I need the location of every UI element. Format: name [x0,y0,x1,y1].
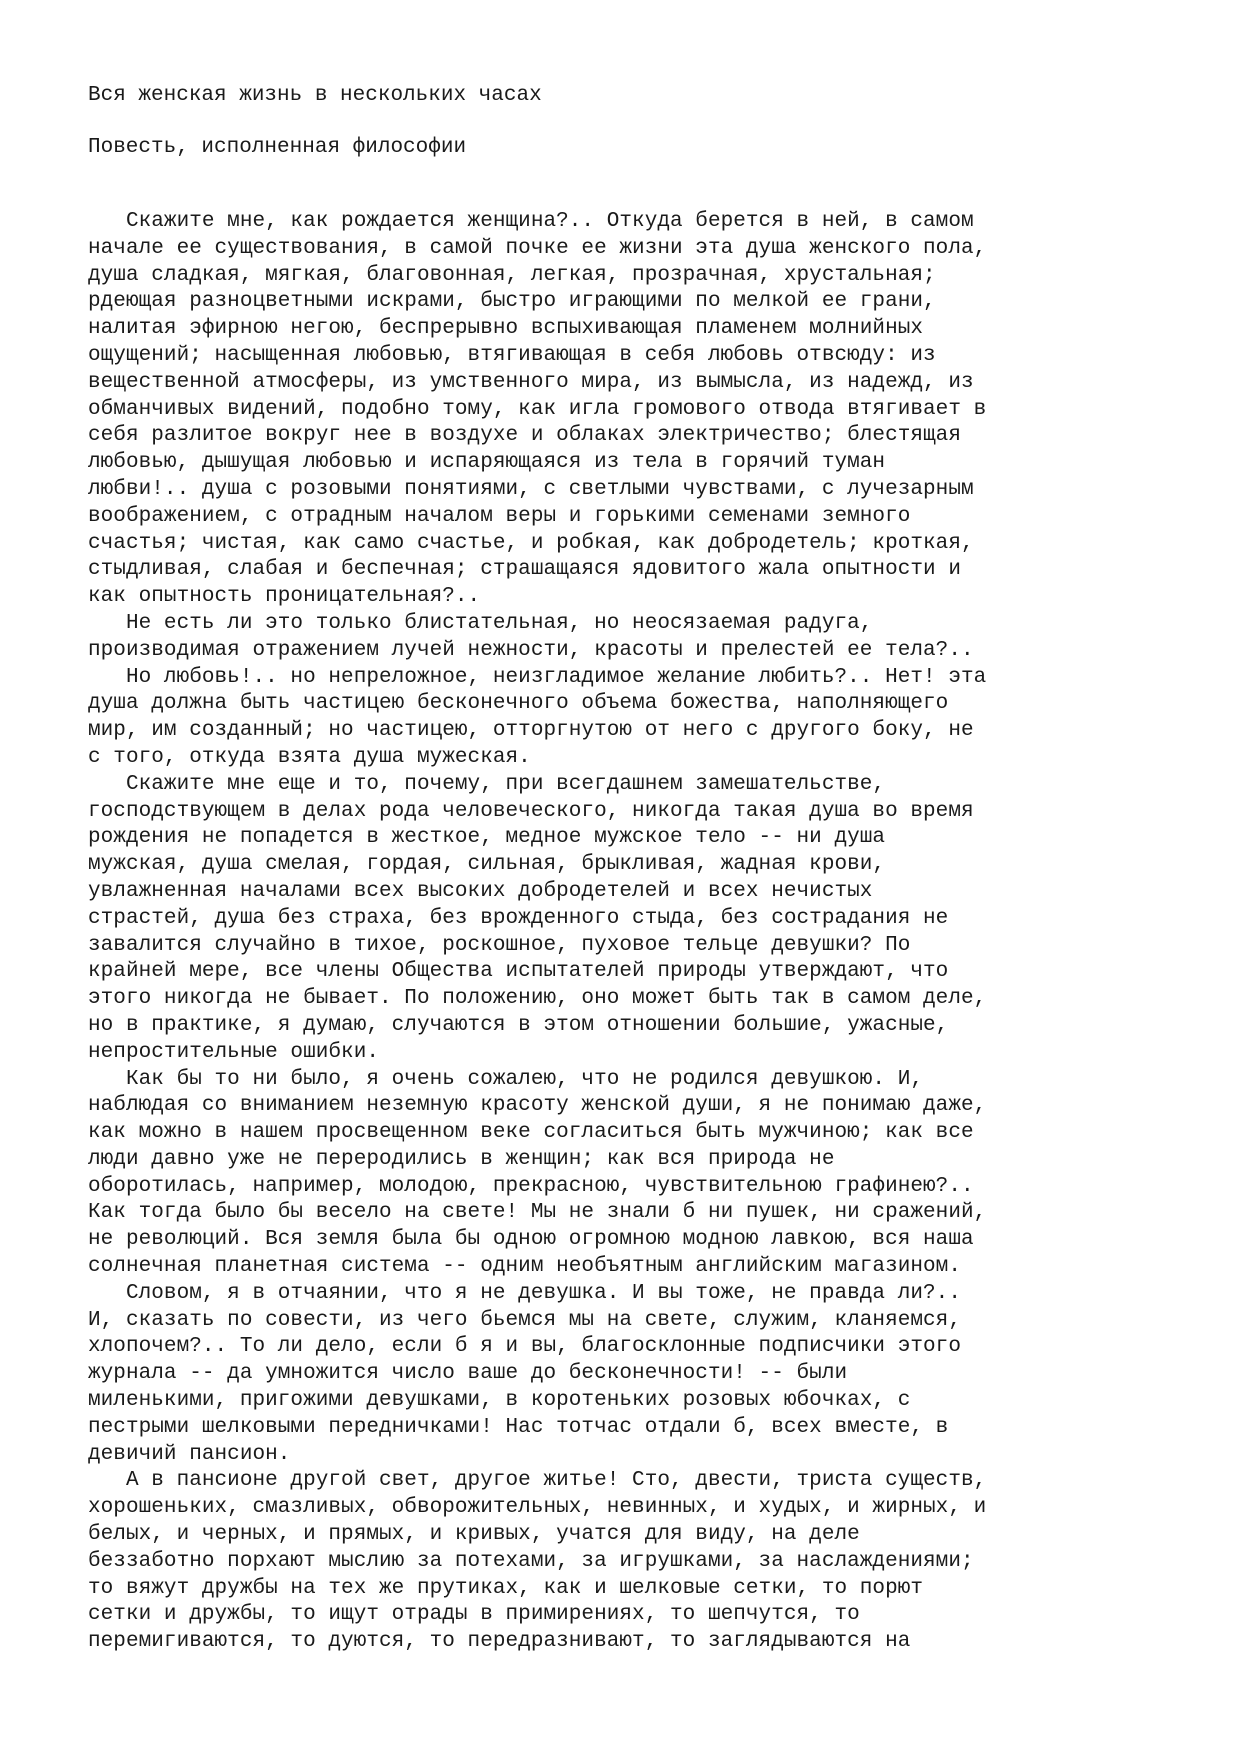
text-line: Но любовь!.. но непреложное, неизгладимое желание любить?.. Нет! эта [88,665,987,689]
text-line: хорошеньких, смазливых, обворожительных, невинных, и худых, и жирных, и [88,1496,987,1520]
text-line: оборотилась, например, молодою, прекрасною, чувствительною графинею?.. [88,1174,974,1198]
text-line: налитая эфирною негою, беспрерывно вспыхивающая пламенем молнийных [88,317,924,341]
text-line: крайней мере, все члены Общества испытателей природы утверждают, что [88,960,949,984]
text-line: любовью, дышущая любовью и испаряющаяся из тела в горячий туман [88,451,886,475]
document-title: Вся женская жизнь в нескольких часах [88,84,542,107]
text-line: Словом, я в отчаянии, что я не девушка. И вы тоже, не правда ли?.. [88,1281,961,1305]
text-line: но в практике, я думаю, случаются в этом отношении большие, ужасные, [88,1013,949,1037]
text-line: душа должна быть частицею бесконечного объема божества, наполняющего [88,692,949,716]
text-line: себя разлитое вокруг нее в воздухе и облаках электричество; блестящая [88,424,961,448]
document-page [88,82,1168,1656]
text-line: белых, и черных, и прямых, и кривых, учатся для виду, на деле [88,1523,860,1547]
text-line: рдеющая разноцветными искрами, быстро играющими по мелкой ее грани, [88,290,936,314]
text-line: перемигиваются, то дуются, то передразнивают, то заглядываются на [88,1630,911,1654]
text-line: воображением, с отрадным началом веры и горькими семенами земного [88,504,911,528]
text-line: Как тогда было бы весело на свете! Мы не знали б ни пушек, ни сражений, [88,1201,987,1225]
text-line: А в пансионе другой свет, другое житье! Сто, двести, триста существ, [88,1469,987,1493]
text-line: наблюдая со вниманием неземную красоту женской души, я не понимаю даже, [88,1094,987,1118]
text-line: господствующем в делах рода человеческого, никогда такая душа во время [88,799,974,823]
text-line: хлопочем?.. То ли дело, если б я и вы, благосклонные подписчики этого [88,1335,961,1359]
text-line: вещественной атмосферы, из умственного мира, из вымысла, из надежд, из [88,370,974,394]
text-line: сетки и дружбы, то ищут отрады в примирениях, то шепчутся, то [88,1603,860,1627]
text-line: Скажите мне еще и то, почему, при всегдашнем замешательстве, [88,772,886,796]
text-line: не революций. Вся земля была бы одною огромною модною лавкою, вся наша [88,1228,974,1252]
text-line: счастья; чистая, как само счастье, и робкая, как добродетель; кроткая, [88,531,974,555]
text-line: увлажненная началами всех высоких добродетелей и всех нечистых [88,879,873,903]
text-line: журнала -- да умножится число ваше до бесконечности! -- были [88,1362,848,1386]
text-line: то вяжут дружбы на тех же прутиках, как и шелковые сетки, то порют [88,1576,924,1600]
document-subtitle: Повесть, исполненная философии [88,136,467,159]
text-line: солнечная планетная система -- одним необъятным английским магазином. [88,1255,961,1279]
text-line: с того, откуда взята душа мужеская. [88,745,531,769]
text-line: Не есть ли это только блистательная, но неосязаемая радуга, [88,611,873,635]
document-body [88,209,1168,1656]
text-line: завалится случайно в тихое, роскошное, пуховое тельце девушки? По [88,933,911,957]
text-line: стыдливая, слабая и беспечная; страшащаяся ядовитого жала опытности и [88,558,961,582]
text-line: непростительные ошибки. [88,1040,379,1064]
text-line: ощущений; насыщенная любовью, втягивающая в себя любовь отвсюду: из [88,343,936,367]
text-line: пестрыми шелковыми передничками! Нас тотчас отдали б, всех вместе, в [88,1415,949,1439]
text-line: И, сказать по совести, из чего бьемся мы на свете, служим, кланяемся, [88,1308,961,1332]
text-line: Как бы то ни было, я очень сожалею, что не родился девушкою. И, [88,1067,924,1091]
text-line: любви!.. душа с розовыми понятиями, с светлыми чувствами, с лучезарным [88,477,974,501]
text-line: девичий пансион. [88,1442,291,1466]
text-line: миленькими, пригожими девушками, в коротеньких розовых юбочках, с [88,1389,911,1413]
text-line: страстей, душа без страха, без врожденного стыда, без сострадания не [88,906,949,930]
text-line: обманчивых видений, подобно тому, как игла громового отвода втягивает в [88,397,987,421]
text-line: начале ее существования, в самой почке ее жизни эта душа женского пола, [88,236,987,260]
text-line: производимая отражением лучей нежности, красоты и прелестей ее тела?.. [88,638,974,662]
text-line: люди давно уже не переродились в женщин; как вся природа не [88,1147,835,1171]
text-line: Скажите мне, как рождается женщина?.. Откуда берется в ней, в самом [88,210,974,233]
text-line: мир, им созданный; но частицею, отторгнутою от него с другого боку, не [88,719,974,743]
text-line: мужская, душа смелая, гордая, сильная, брыкливая, жадная крови, [88,853,886,877]
text-line: как можно в нашем просвещенном веке согласиться быть мужчиною; как все [88,1121,974,1145]
text-line: этого никогда не бывает. По положению, оно может быть так в самом деле, [88,987,987,1011]
text-line: душа сладкая, мягкая, благовонная, легкая, прозрачная, хрустальная; [88,263,936,287]
text-line: как опытность проницательная?.. [88,585,481,609]
text-line: рождения не попадется в жесткое, медное мужское тело -- ни душа [88,826,886,850]
text-line: беззаботно порхают мыслию за потехами, за игрушками, за наслаждениями; [88,1549,974,1573]
